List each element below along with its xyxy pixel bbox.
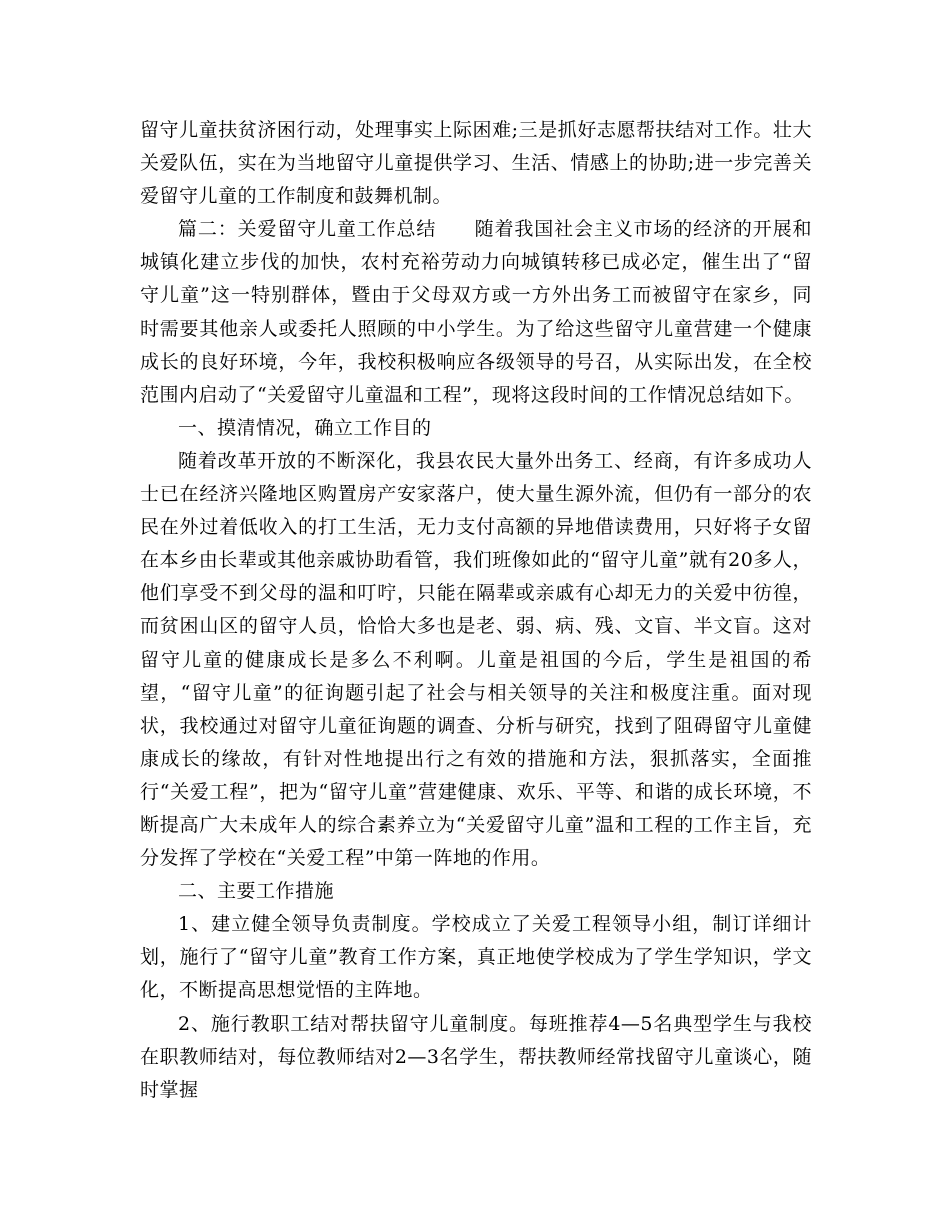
paragraph-situation: 随着改革开放的不断深化，我县农民大量外出务工、经商，有许多成功人士已在经济兴隆地区购置房产安家落户，使大量生源外流，但仍有一部分的农民在外过着低收入的打工生活，无力支付高额的异地借读费用，只好将子女留在本乡由长辈或其他亲戚协助看管，我们班像如此的“留守儿童”就有20多人，他们享受不到父母的温和叮咛，只能在隔辈或亲戚有心却无力的关爱中彷徨，而贫困山区的留守人员，恰恰大多也是老、弱、病、残、文盲、半文盲。这对留守儿童的健康成长是多么不利啊。儿童是祖国的今后，学生是祖国的希望，“留守儿童”的征询题引起了社会与相关领导的关注和极度注重。面对现状，我校通过对留守儿童征询题的调查、分析与研究，找到了阻碍留守儿童健康成长的缘故，有针对性地提出行之有效的措施和方法，狠抓落实，全面推行“关爱工程”，把为“留守儿童”营建健康、欢乐、平等、和谐的成长环境，不断提高广大未成年人的综合素养立为“关爱留守儿童”温和工程的工作主旨，充分发挥了学校在“关爱工程”中第一阵地的作用。 [140,449,812,870]
paragraph-measure-one: 1、建立健全领导负责制度。学校成立了关爱工程领导小组，制订详细计划，施行了“留守儿童”教育工作方案，真正地使学校成为了学生学知识，学文化，不断提高思想觉悟的主阵地。 [140,913,812,1002]
section-heading-two: 二、主要工作措施 [178,880,335,903]
section-heading-one: 一、摸清情况，确立工作目的 [178,416,432,439]
paragraph-article-two [140,213,812,412]
article-two-intro: 随着我国社会主义市场的经济的开展和城镇化建立步伐的加快，农村充裕劳动力向城镇转移已成必定，催生出了“留守儿童”这一特别群体，暨由于父母双方或一方外出务工而被留守在家乡，同时需要其他亲人或委托人照顾的中小学生。为了给这些留守儿童营建一个健康成长的良好环境，今年，我校积极响应各级领导的号召，从实际出发，在全校范围内启动了“关爱留守儿童温和工程”，现将这段时间的工作情况总结如下。 [140,218,812,406]
article-two-title: 篇二：关爱留守儿童工作总结 [178,218,437,241]
document-body [140,114,812,1107]
paragraph-measure-two: 2、施行教职工结对帮扶留守儿童制度。每班推荐4—5名典型学生与我校在职教师结对，每位教师结对2—3名学生，帮扶教师经常找留守儿童谈心，随时掌握 [140,1012,812,1101]
paragraph-continuation: 留守儿童扶贫济困行动，处理事实上际困难;三是抓好志愿帮扶结对工作。壮大关爱队伍，实在为当地留守儿童提供学习、生活、情感上的协助;进一步完善关爱留守儿童的工作制度和鼓舞机制。 [140,119,812,208]
